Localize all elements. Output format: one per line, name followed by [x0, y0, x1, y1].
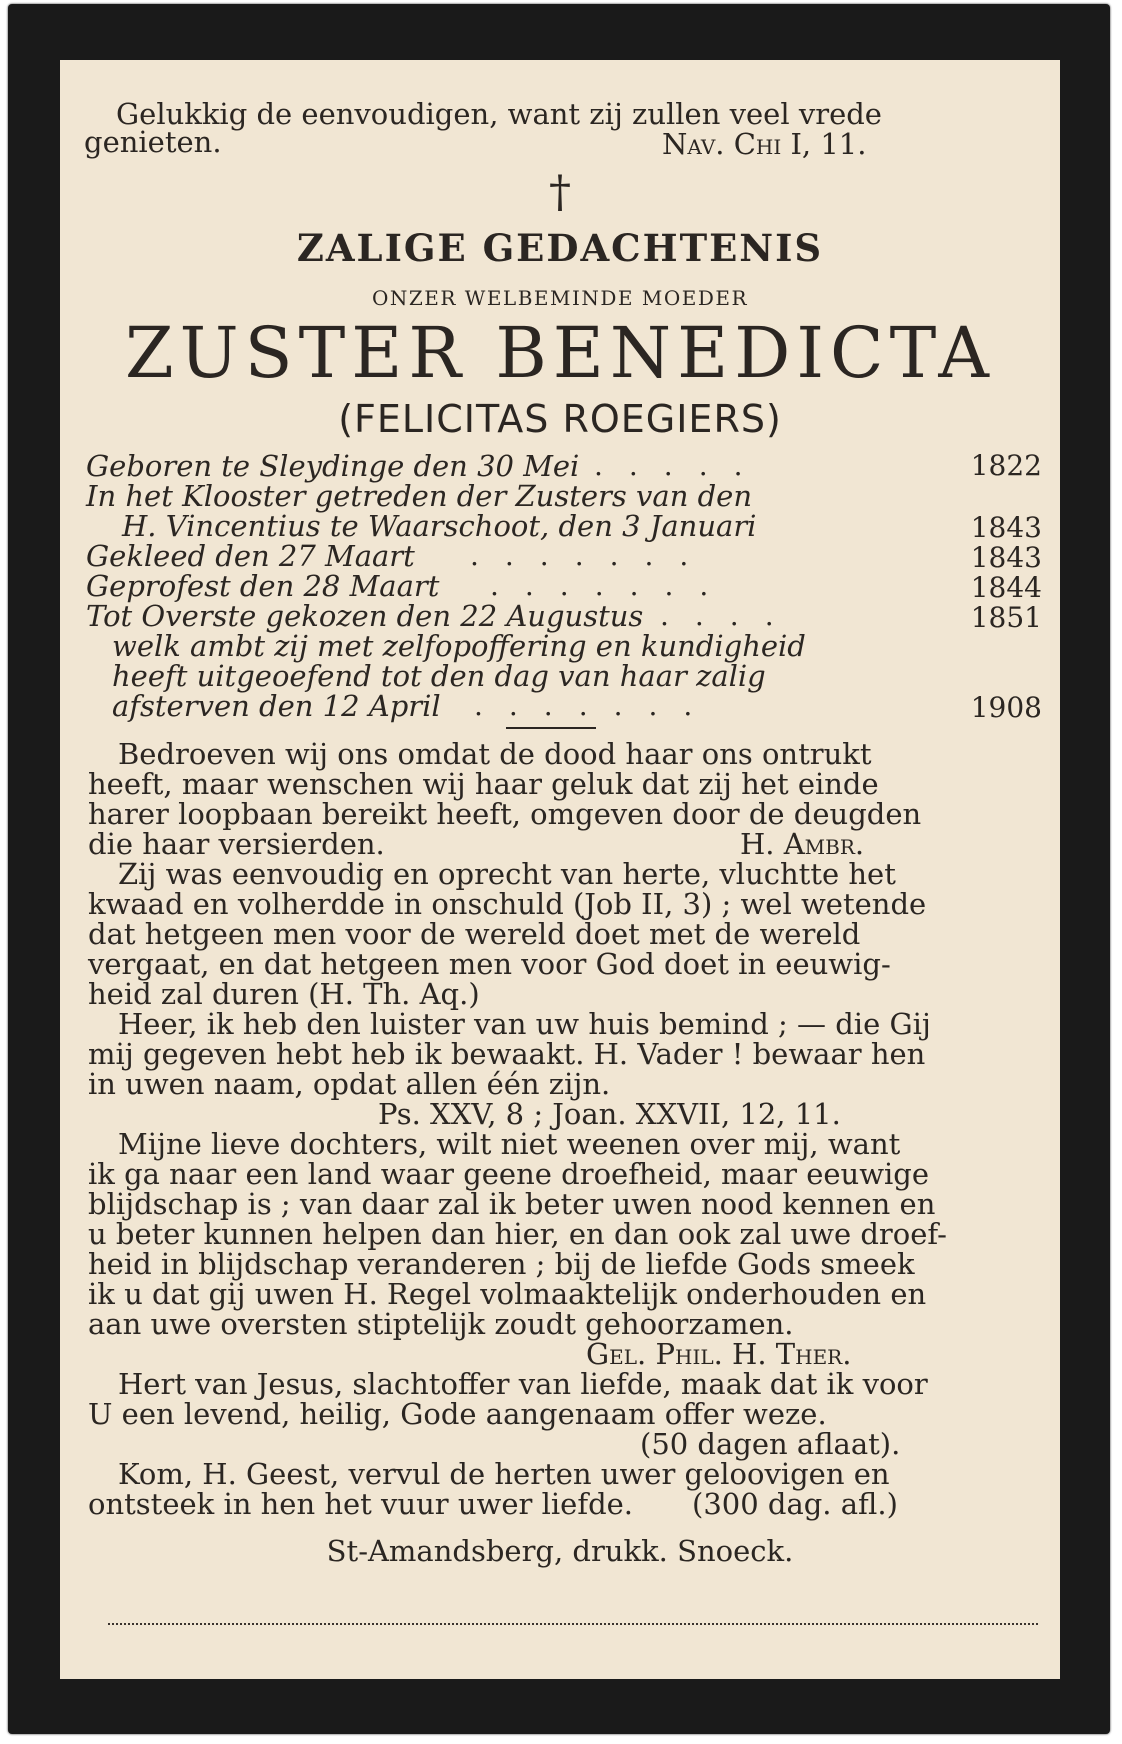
para4-line-4: u beter kunnen helpen dan hier, en dan ook zal uwe droef- [88, 1217, 947, 1251]
civil-name: (FELICITAS ROEGIERS) [338, 397, 782, 441]
para4-line-3: blijdschap is ; van daar zal ik beter uwen nood kennen en [88, 1187, 936, 1221]
para4-line-2: ik ga naar een land waar geene droefheid, maar eeuwige [88, 1157, 930, 1191]
bio-entered-line-1: In het Klooster getreden der Zusters van den [86, 479, 752, 513]
para4-reference: Gel. Phil. H. Ther. [586, 1337, 852, 1371]
opening-quote-line-2: genieten. [84, 125, 222, 159]
bio-death-year: 1908 [970, 691, 1042, 724]
bio-office-line-1: welk ambt zij met zelfopoffering en kundigheid [112, 629, 806, 663]
bio-entered-year: 1843 [970, 511, 1042, 544]
para1-line-4: die haar versierden. [88, 827, 385, 861]
printer-credit: St-Amandsberg, drukk. Snoeck. [326, 1534, 794, 1568]
leader-dots: .... [660, 599, 800, 632]
bio-superior-year: 1851 [970, 601, 1042, 634]
religious-name: ZUSTER BENEDICTA [125, 312, 995, 394]
bio-office-line-2: heeft uitgeoefend tot den dag van haar zalig [112, 659, 766, 693]
para1-line-2: heeft, maar wenschen wij haar geluk dat zij het einde [88, 767, 879, 801]
prayer1-indulgence: (50 dagen aflaat). [640, 1427, 901, 1461]
bio-born: Geboren te Sleydinge den 30 Mei [86, 449, 580, 483]
mourning-card-border [8, 4, 1110, 1734]
para1-reference: H. Ambr. [740, 827, 865, 861]
card-title: ZALIGE GEDACHTENIS [296, 226, 824, 270]
para3-line-2: mij gegeven hebt heb ik bewaakt. H. Vader ! bewaar hen [88, 1037, 926, 1071]
para3-line-3: in uwen naam, opdat allen één zijn. [88, 1067, 611, 1101]
para4-line-6: ik u dat gij uwen H. Regel volmaaktelijk onderhouden en [88, 1277, 927, 1311]
para4-line-5: heid in blijdschap veranderen ; bij de liefde Gods smeek [88, 1247, 915, 1281]
leader-dots: ....... [474, 689, 719, 722]
para3-reference: Ps. XXV, 8 ; Joan. XXVII, 12, 11. [378, 1097, 841, 1131]
leader-dots: ..... [594, 449, 769, 482]
prayer2-line-2: ontsteek in hen het vuur uwer liefde. [88, 1487, 634, 1521]
bio-office-line-3: afsterven den 12 April [112, 689, 441, 723]
opening-quote-line-1: Gelukkig de eenvoudigen, want zij zullen veel vrede [116, 97, 882, 131]
para1-line-3: harer loopbaan bereikt heeft, omgeven door de deugden [88, 797, 922, 831]
bio-born-year: 1822 [970, 449, 1042, 482]
bio-professed: Geprofest den 28 Maart [86, 569, 440, 603]
bio-superior: Tot Overste gekozen den 22 Augustus [86, 599, 644, 633]
bio-clothed-year: 1843 [970, 541, 1042, 574]
cross-icon: † [549, 167, 571, 218]
dotted-divider [108, 1623, 1038, 1625]
para2-line-5: heid zal duren (H. Th. Aq.) [88, 977, 480, 1011]
memorial-card [60, 60, 1060, 1679]
para4-line-1: Mijne lieve dochters, wilt niet weenen over mij, want [118, 1127, 901, 1161]
para4-line-7: aan uwe oversten stiptelijk zoudt gehoorzamen. [88, 1307, 794, 1341]
underline-mark [506, 727, 596, 729]
leader-dots: ....... [470, 539, 715, 572]
para2-line-3: dat hetgeen men voor de wereld doet met de wereld [88, 917, 861, 951]
bio-entered-line-2: H. Vincentius te Waarschoot, den 3 Januari [122, 509, 757, 543]
para3-line-1: Heer, ik heb den luister van uw huis bemind ; — die Gij [118, 1007, 931, 1041]
opening-quote-reference: Nav. Chi I, 11. [662, 127, 867, 161]
card-subtitle: ONZER WELBEMINDE MOEDER [371, 286, 749, 310]
para2-line-4: vergaat, en dat hetgeen men voor God doet in eeuwig- [88, 947, 891, 981]
prayer2-line-1: Kom, H. Geest, vervul de herten uwer geloovigen en [118, 1457, 890, 1491]
bio-clothed: Gekleed den 27 Maart [86, 539, 415, 573]
para2-line-2: kwaad en volherdde in onschuld (Job II, 3) ; wel wetende [88, 887, 927, 921]
prayer2-indulgence: (300 dag. afl.) [692, 1487, 898, 1521]
leader-dots: ....... [490, 569, 735, 602]
para1-line-1: Bedroeven wij ons omdat de dood haar ons ontrukt [118, 737, 872, 771]
prayer1-line-2: U een levend, heilig, Gode aangenaam offer weze. [88, 1397, 827, 1431]
para2-line-1: Zij was eenvoudig en oprecht van herte, vluchtte het [118, 857, 896, 891]
prayer1-line-1: Hert van Jesus, slachtoffer van liefde, maak dat ik voor [118, 1367, 928, 1401]
bio-professed-year: 1844 [970, 571, 1042, 604]
